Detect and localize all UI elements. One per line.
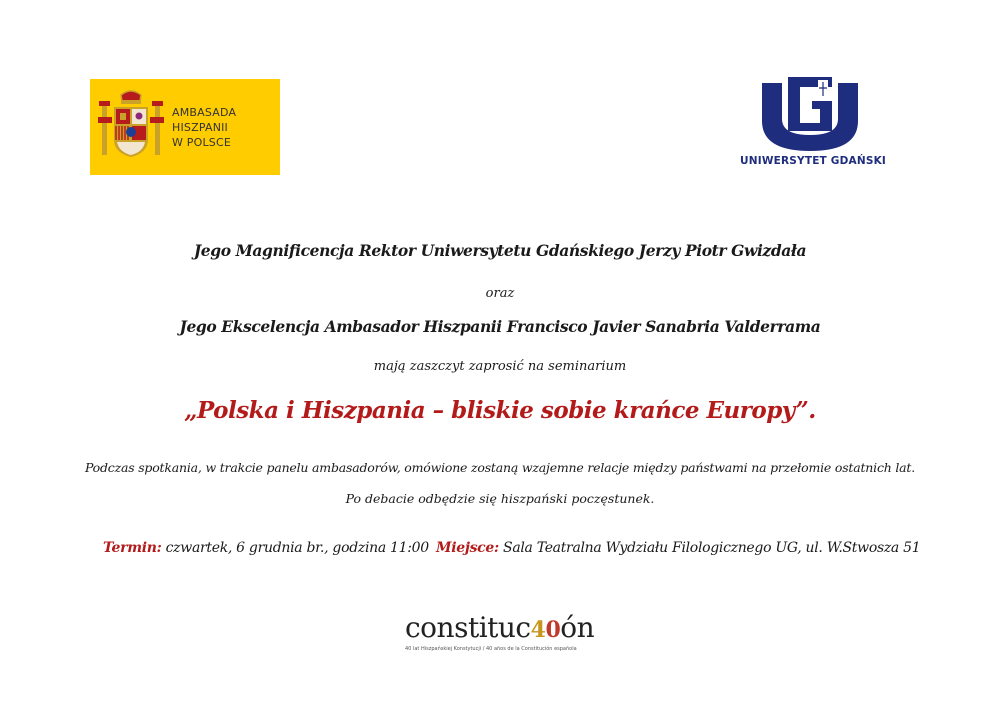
wordmark-suffix: ón [560,611,595,644]
wordmark-prefix: constituc [405,611,531,644]
spanish-coat-of-arms-icon [96,87,166,167]
reception-text: Po debacie odbędzie się hiszpański poczęstunek. [345,491,655,506]
digit-four: 4 [530,617,546,643]
university-logo [740,75,887,175]
embassy-logo-line-1: AMBASADA [172,105,237,119]
place-label: Miejsce: [436,540,499,556]
event-details [103,540,921,556]
university-name: UNIWERSYTET GDAŃSKI [740,155,887,167]
place-value: Sala Teatralna Wydziału Filologicznego UG, ul. W.Stwosza 51 [503,540,921,556]
host-rector: Jego Magnificencja Rektor Uniwersytetu Gdańskiego Jerzy Piotr Gwizdała [193,241,807,260]
embassy-logo-line-2: HISZPANII [172,120,229,134]
digit-zero: 0 [545,617,561,643]
invite-text: mają zaszczyt zaprosić na seminarium [373,359,627,374]
date-block [103,540,429,556]
description-text: Podczas spotkania, w trakcie panelu ambasadorów, omówione zostaną wzajemne relacje między państwami na przełomie ostatnich lat. [84,460,916,475]
constitucion-logo [405,612,595,652]
host-ambassador: Jego Ekscelencja Ambasador Hiszpanii Francisco Javier Sanabria Valderrama [179,317,821,336]
constitucion-wordmark [405,612,595,646]
conjunction-text: oraz [485,286,515,301]
place-block [436,540,920,556]
anniversary-40-mark [531,617,561,643]
date-value: czwartek, 6 grudnia br., godzina 11:00 [165,540,429,556]
embassy-logo [90,79,280,175]
embassy-logo-line-3: W POLSCE [172,135,232,149]
constitucion-subtitle: 40 lat Hiszpańskiej Konstytucji / 40 años de la Constitución española [405,646,577,652]
ug-letter-g-icon [758,75,862,153]
date-label: Termin: [103,540,162,556]
seminar-title: „Polska i Hiszpania – bliskie sobie krańce Europy”. [184,397,816,424]
